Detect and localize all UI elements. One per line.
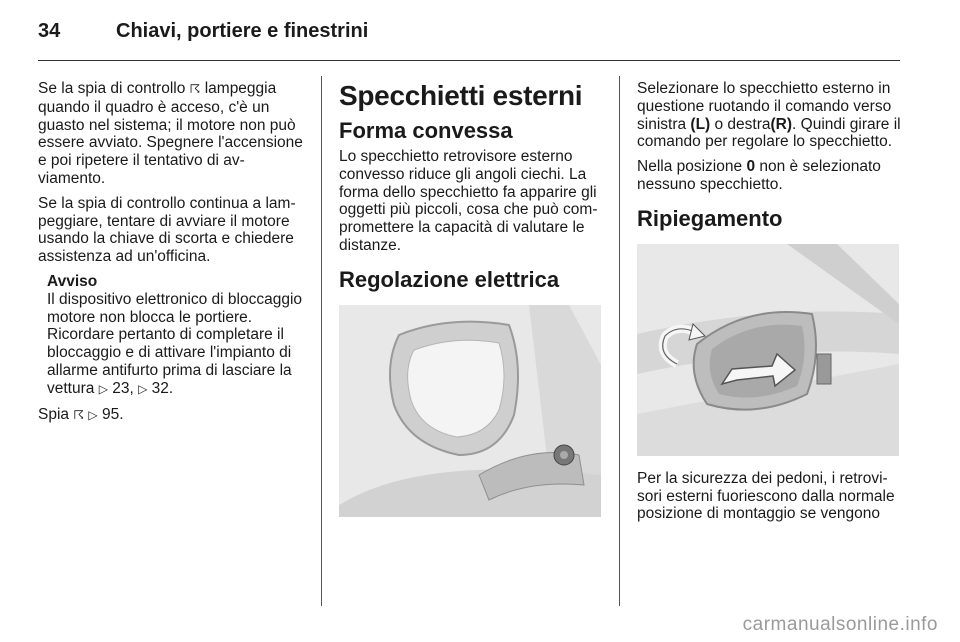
car-key-icon: ☈ xyxy=(189,82,201,96)
car-key-icon: ☈ xyxy=(73,407,85,422)
column-divider-2 xyxy=(619,76,620,606)
column-2 xyxy=(339,80,603,517)
section-title: Specchietti esterni xyxy=(339,80,583,111)
paragraph-spia: Spia ☈ ▷ 95. xyxy=(38,405,124,423)
header-rule xyxy=(38,60,900,61)
mirror-fold-illustration xyxy=(637,244,899,456)
mirror-adjust-illustration xyxy=(339,305,601,517)
page-number: 34 xyxy=(38,20,61,42)
paragraph-warning-light: Se la spia di controllo ☈ lampeggia quando il quadro è acceso, c'è un guasto nel sistema; il motore non può essere avviato. Spegnere l'accensione e poi ripetere il tentativo di avviamento. xyxy=(38,80,303,187)
note-box xyxy=(38,273,304,399)
paragraph-select-mirror: Selezionare lo specchietto esterno in questione ruotando il comando verso sinistra (L) o destra(R). Quindi girare il comando per regolare lo specchietto. xyxy=(637,80,901,151)
reference-arrow-icon: ▷ xyxy=(88,407,98,422)
page-header xyxy=(38,20,900,60)
column-3 xyxy=(637,80,901,530)
watermark: carmanualsonline.info xyxy=(742,614,938,635)
running-title: Chiavi, portiere e finestrini xyxy=(116,20,369,42)
note-title: Avviso xyxy=(47,272,98,290)
paragraph-spare-key: Se la spia di controllo continua a lampeggiare, tentare di avviare il motore usando la chiave di scorta e chiedere assistenza ad un'officina. xyxy=(38,194,296,266)
subsection-electric: Regolazione elettrica xyxy=(339,266,560,292)
paragraph-convex: Lo specchietto retrovisore esterno convesso riduce gli angoli ciechi. La forma dello specchietto fa apparire gli oggetti più piccoli, cosa che può compromettere la capacità di valutare le distanze. xyxy=(339,148,598,254)
column-1 xyxy=(38,80,304,431)
reference-arrow-icon: ▷ xyxy=(98,381,108,396)
subsection-convex: Forma convessa xyxy=(339,118,513,143)
subsection-folding: Ripiegamento xyxy=(637,205,783,231)
note-text: Il dispositivo elettronico di bloccaggio motore non blocca le portiere. Ricordare pertanto di completare il bloccaggio e di attivare l'impianto di allarme antifurto prima di lasciare la vettura ▷ 23, ▷ 32. xyxy=(47,290,303,397)
column-divider-1 xyxy=(321,76,322,606)
reference-arrow-icon: ▷ xyxy=(138,381,148,396)
paragraph-position-zero: Nella posizione 0 non è selezionato nessuno specchietto. xyxy=(637,158,881,193)
paragraph-folding: Per la sicurezza dei pedoni, i retrovisori esterni fuoriescono dalla normale posizione di montaggio se vengono xyxy=(637,469,895,523)
